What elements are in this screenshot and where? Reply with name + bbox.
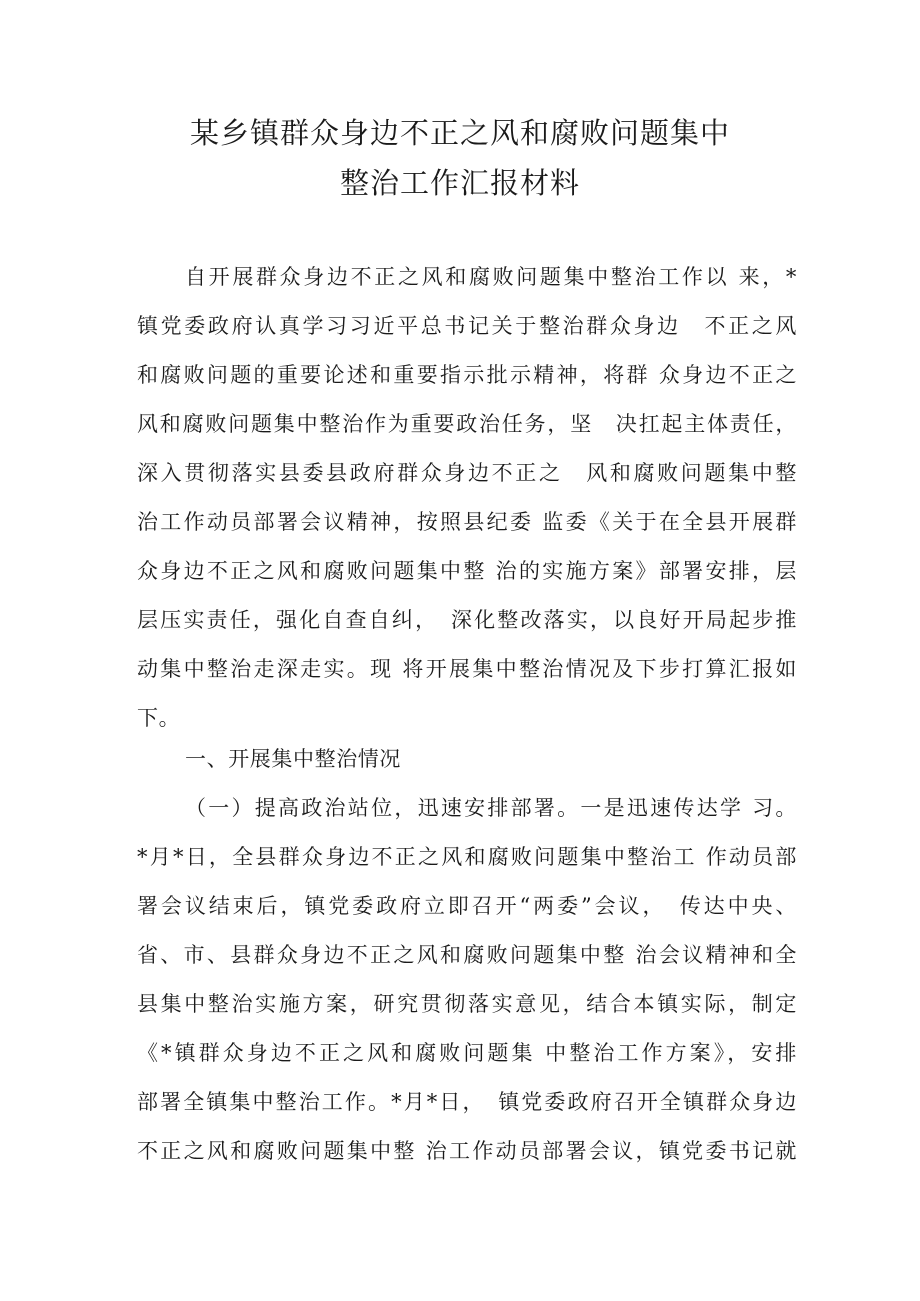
- paragraph-1-line: 风和腐败问题集中整治作为重要政治任务，坚 决扛起主体责任，: [137, 412, 797, 436]
- paragraph-2-line: 《*镇群众身边不正之风和腐败问题集 中整治工作方案》，安排: [137, 1041, 797, 1065]
- paragraph-1: [137, 253, 797, 743]
- paragraph-1-line: 自开展群众身边不正之风和腐败问题集中整治工作以 来，*: [185, 265, 797, 289]
- paragraph-1-line: 和腐败问题的重要论述和重要指示批示精神，将群 众身边不正之: [137, 363, 797, 387]
- paragraph-2-line: 省、市、县群众身边不正之风和腐败问题集中整 治会议精神和全: [137, 943, 797, 967]
- paragraph-1-line: 层压实责任，强化自查自纠， 深化整改落实，以良好开局起步推: [137, 608, 797, 632]
- document-title-line-2: 整治工作汇报材料: [339, 166, 580, 200]
- paragraph-2-line: （一）提高政治站位，迅速安排部署。一是迅速传达学 习。: [185, 796, 797, 820]
- paragraph-2-line: 不正之风和腐败问题集中整 治工作动员部署会议，镇党委书记就: [137, 1139, 797, 1163]
- document-title-line-1: 某乡镇群众身边不正之风和腐败问题集中: [189, 116, 730, 150]
- paragraph-1-line: 深入贯彻落实县委县政府群众身边不正之 风和腐败问题集中整: [137, 461, 797, 485]
- paragraph-2-line: 县集中整治实施方案，研究贯彻落实意见，结合本镇实际，制定: [137, 992, 797, 1016]
- paragraph-1-line: 治工作动员部署会议精神，按照县纪委 监委《关于在全县开展群: [137, 510, 797, 534]
- section-heading: 一、开展集中整治情况: [185, 747, 401, 771]
- paragraph-2: [137, 784, 797, 1176]
- paragraph-1-line: 动集中整治走深走实。现 将开展集中整治情况及下步打算汇报如: [137, 657, 797, 681]
- paragraph-2-line: 署会议结束后，镇党委政府立即召开“两委”会议， 传达中央、: [137, 894, 797, 918]
- paragraph-1-line: 镇党委政府认真学习习近平总书记关于整治群众身边 不正之风: [137, 314, 797, 338]
- paragraph-2-line: *月*日，全县群众身边不正之风和腐败问题集中整治工 作动员部: [137, 845, 797, 869]
- paragraph-2-line: 部署全镇集中整治工作。*月*日， 镇党委政府召开全镇群众身边: [137, 1090, 797, 1114]
- paragraph-1-line: 下。: [137, 706, 181, 730]
- paragraph-1-line: 众身边不正之风和腐败问题集中整 治的实施方案》部署安排，层: [137, 559, 797, 583]
